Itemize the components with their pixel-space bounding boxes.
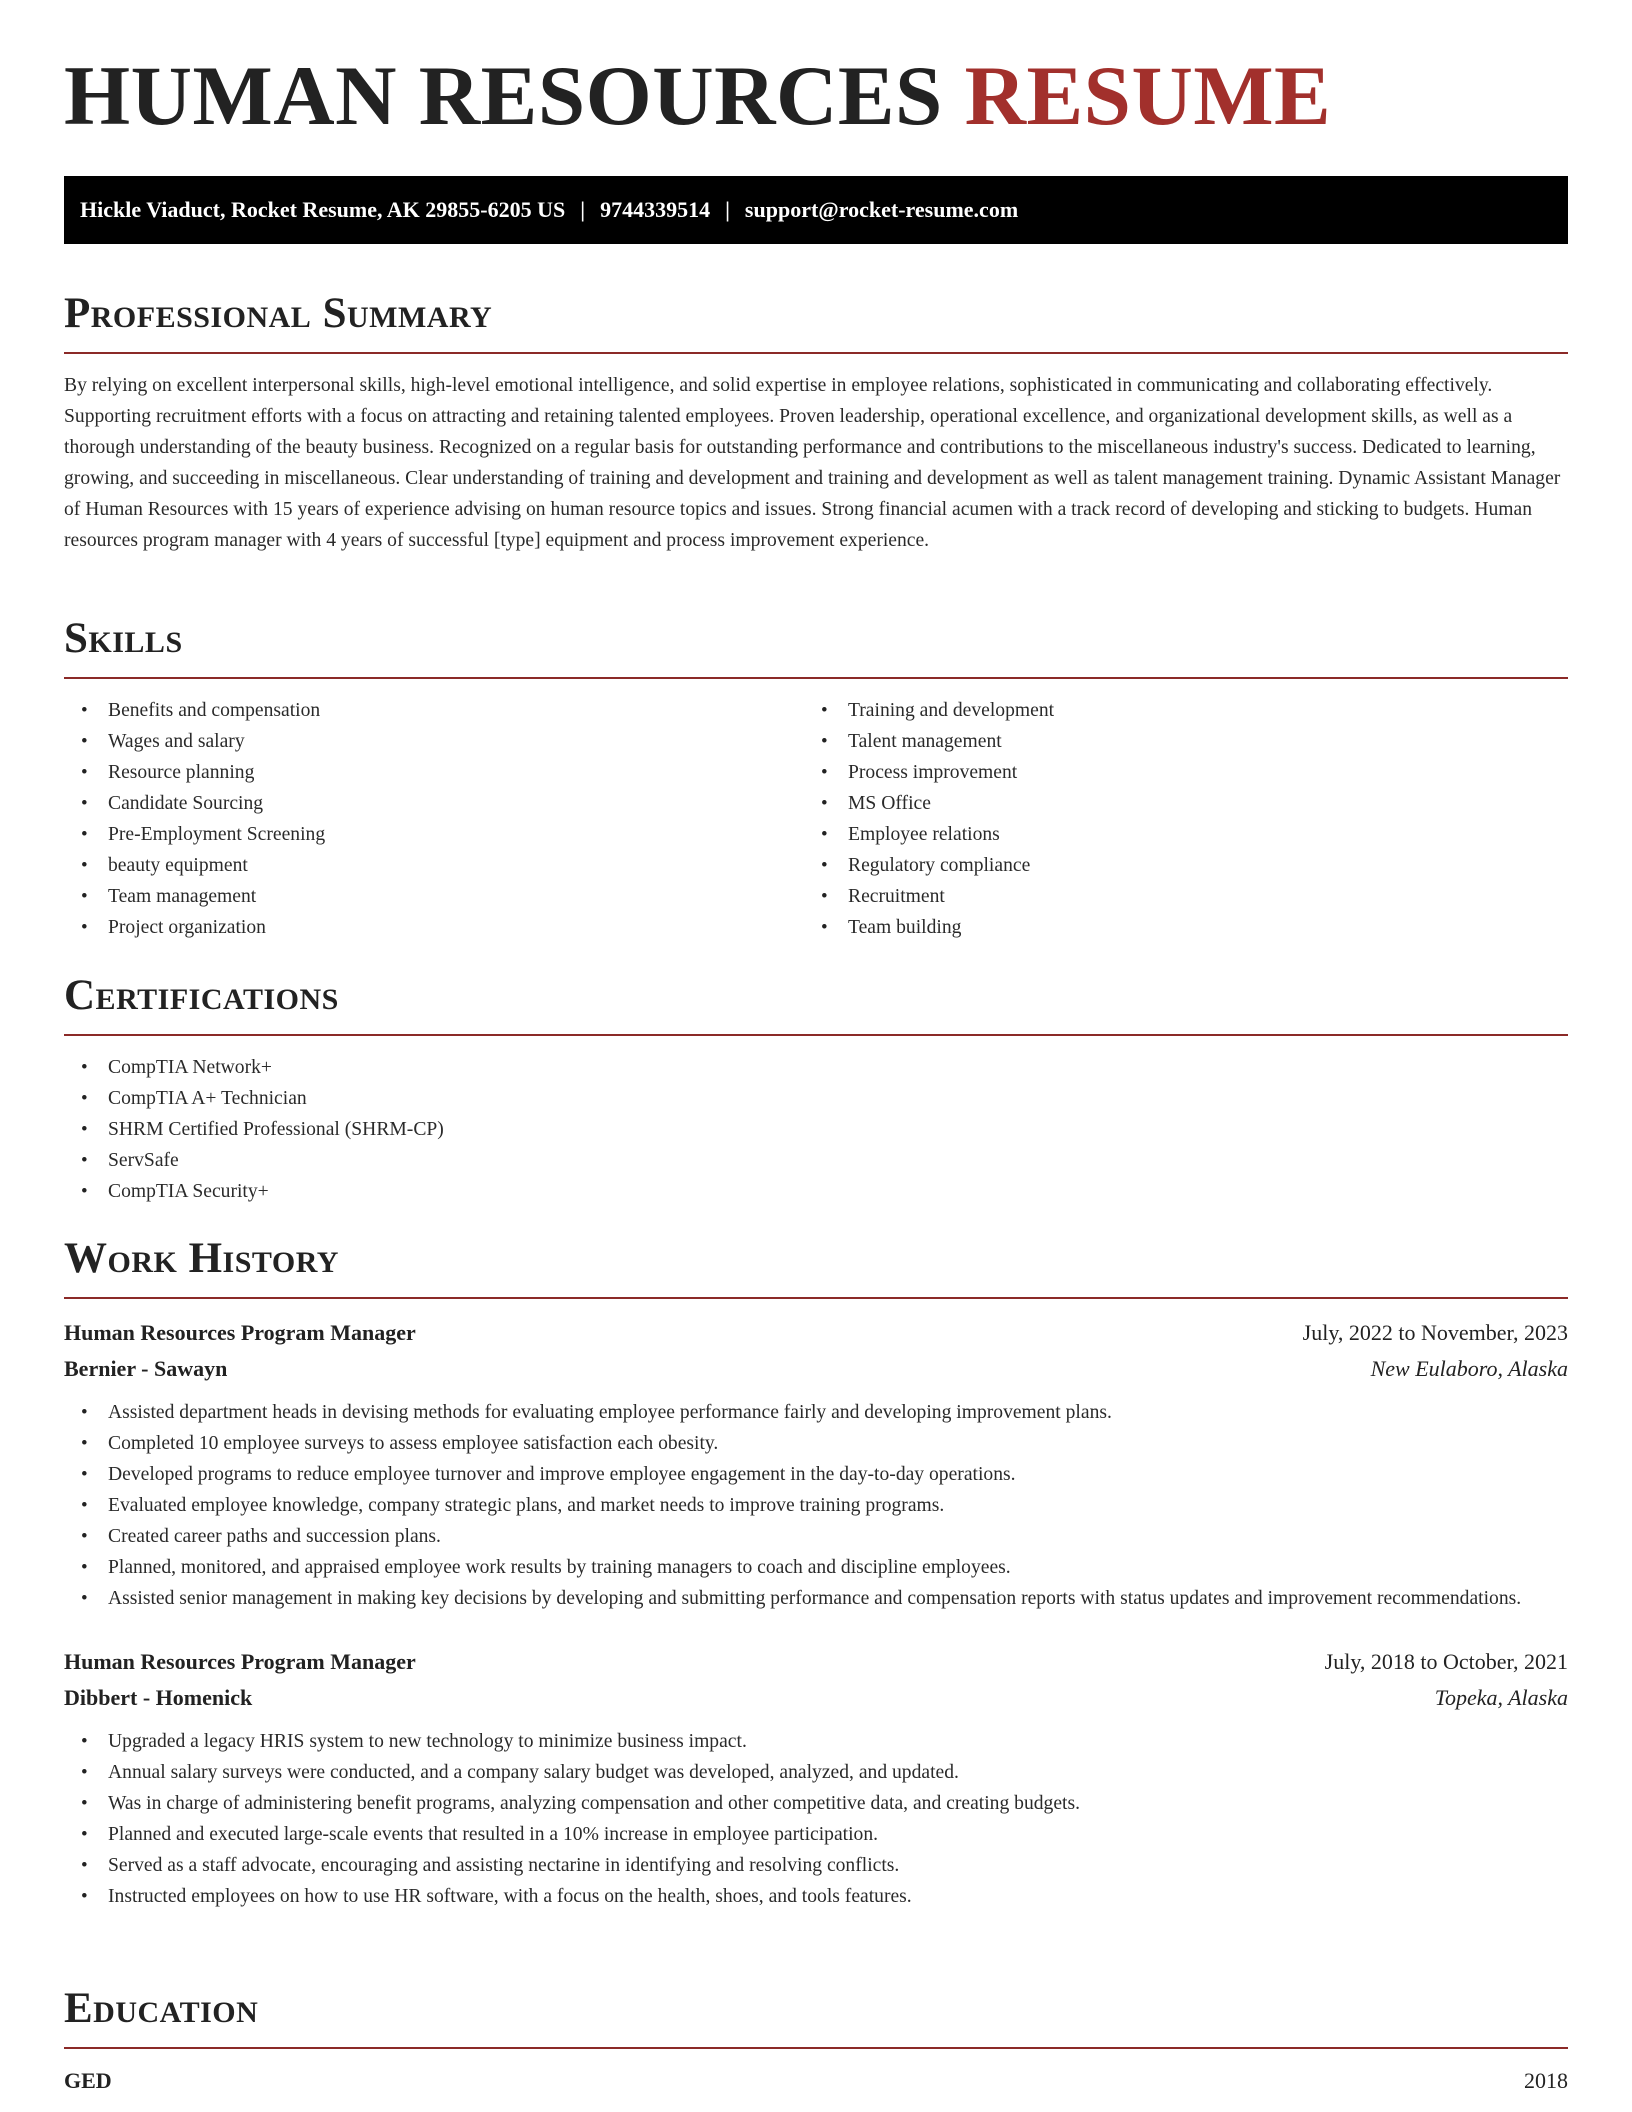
resume-title: [64, 49, 1332, 143]
job-duty: • Annual salary surveys were conducted, and a company salary budget was developed, analyzed, and updated.: [64, 1757, 1568, 1788]
job-entry: [64, 1644, 1568, 1912]
skills-columns: [64, 695, 1568, 943]
education-year: 2018: [1524, 2068, 1568, 2093]
certifications-section: [64, 974, 1568, 1207]
job-duty: • Evaluated employee knowledge, company strategic plans, and market needs to improve training programs.: [64, 1490, 1568, 1521]
job-duty: • Planned, monitored, and appraised employee work results by training managers to coach and discipline employees.: [64, 1552, 1568, 1583]
certifications-list: [64, 1052, 1568, 1207]
job-location: Topeka, Alaska: [1434, 1685, 1568, 1710]
job-duty: • Assisted department heads in devising methods for evaluating employee performance fairly and developing improvement plans.: [64, 1397, 1568, 1428]
work-history-heading: Work History: [64, 1235, 339, 1282]
job-duty: • Upgraded a legacy HRIS system to new technology to minimize business impact.: [64, 1726, 1568, 1757]
skills-list-left: [64, 695, 804, 943]
section-divider: [64, 1297, 1568, 1299]
summary-section: [64, 292, 1568, 556]
job-title: Human Resources Program Manager: [64, 1649, 416, 1674]
skill-item: • Process improvement: [804, 757, 1568, 788]
certification-item: • ServSafe: [64, 1145, 1568, 1176]
skill-item: • Recruitment: [804, 881, 1568, 912]
skill-item: • Team management: [64, 881, 804, 912]
contact-separator: |: [580, 197, 586, 222]
job-entry: [64, 1315, 1568, 1614]
job-duty: • Planned and executed large-scale events that resulted in a 10% increase in employee participation.: [64, 1819, 1568, 1850]
skill-item: • Team building: [804, 912, 1568, 943]
education-heading: Education: [64, 1985, 259, 2032]
skill-item: • Regulatory compliance: [804, 850, 1568, 881]
skill-item: • Pre-Employment Screening: [64, 819, 804, 850]
job-subheader: [64, 1680, 1568, 1716]
job-duty: • Served as a staff advocate, encouraging and assisting nectarine in identifying and resolving conflicts.: [64, 1850, 1568, 1881]
job-duties: [64, 1726, 1568, 1912]
section-divider: [64, 352, 1568, 354]
skill-item: • Project organization: [64, 912, 804, 943]
contact-email: support@rocket-resume.com: [744, 197, 1019, 222]
job-duty: • Instructed employees on how to use HR software, with a focus on the health, shoes, and tools features.: [64, 1881, 1568, 1912]
job-header: [64, 1315, 1568, 1351]
job-dates: July, 2022 to November, 2023: [1302, 1320, 1568, 1345]
certification-item: • CompTIA Network+: [64, 1052, 1568, 1083]
job-header: [64, 1644, 1568, 1680]
skill-item: • Employee relations: [804, 819, 1568, 850]
section-divider: [64, 2047, 1568, 2049]
job-duty: • Created career paths and succession plans.: [64, 1521, 1568, 1552]
skills-list-right: [804, 695, 1568, 943]
job-duty: • Assisted senior management in making key decisions by developing and submitting performance and compensation reports with status updates and improvement recommendations.: [64, 1583, 1568, 1614]
skill-item: • Training and development: [804, 695, 1568, 726]
work-history-section: [64, 1237, 1568, 1912]
skill-item: • Resource planning: [64, 757, 804, 788]
job-dates: July, 2018 to October, 2021: [1324, 1649, 1568, 1674]
certification-item: • CompTIA A+ Technician: [64, 1083, 1568, 1114]
job-location: New Eulaboro, Alaska: [1370, 1356, 1568, 1381]
skills-section: [64, 617, 1568, 943]
contact-phone: 9744339514: [600, 197, 711, 222]
summary-text: By relying on excellent interpersonal skills, high-level emotional intelligence, and solid expertise in employee relations, sophisticated in communicating and collaborating effectively. Supporting recruitment efforts with a focus on attracting and retaining talented employees. Proven leadership, operational excellence, and organizational development skills, as well as a thorough understanding of the beauty business. Recognized on a regular basis for outstanding performance and contributions to the miscellaneous industry's success. Dedicated to learning, growing, and succeeding in miscellaneous. Clear understanding of training and development and training and development as well as talent management training. Dynamic Assistant Manager of Human Resources with 15 years of experience advising on human resource topics and issues. Strong financial acumen with a track record of developing and sticking to budgets. Human resources program manager with 4 years of successful [type] equipment and process improvement experience.: [64, 375, 1561, 551]
section-divider: [64, 677, 1568, 679]
education-degree: GED: [64, 2068, 112, 2093]
contact-address: Hickle Viaduct, Rocket Resume, AK 29855-6205 US: [80, 197, 566, 222]
education-entry: [64, 2063, 1568, 2099]
certifications-heading: Certifications: [64, 972, 339, 1019]
education-section: [64, 1987, 1568, 2099]
job-company: Dibbert - Homenick: [64, 1685, 253, 1710]
contact-bar: [64, 176, 1568, 244]
job-company: Bernier - Sawayn: [64, 1356, 228, 1381]
skill-item: • Candidate Sourcing: [64, 788, 804, 819]
job-duty: • Completed 10 employee surveys to assess employee satisfaction each obesity.: [64, 1428, 1568, 1459]
job-duty: • Was in charge of administering benefit programs, analyzing compensation and other competitive data, and creating budgets.: [64, 1788, 1568, 1819]
job-duties: [64, 1397, 1568, 1614]
contact-separator: |: [725, 197, 730, 222]
certification-item: • CompTIA Security+: [64, 1176, 1568, 1207]
skill-item: • Wages and salary: [64, 726, 804, 757]
skill-item: • MS Office: [804, 788, 1568, 819]
skills-heading: Skills: [64, 615, 183, 662]
section-divider: [64, 1034, 1568, 1036]
job-duty: • Developed programs to reduce employee turnover and improve employee engagement in the day-to-day operations.: [64, 1459, 1568, 1490]
certification-item: • SHRM Certified Professional (SHRM-CP): [64, 1114, 1568, 1145]
summary-heading: Professional Summary: [64, 290, 493, 337]
job-subheader: [64, 1351, 1568, 1387]
skill-item: • Talent management: [804, 726, 1568, 757]
job-title: Human Resources Program Manager: [64, 1320, 416, 1345]
skill-item: • beauty equipment: [64, 850, 804, 881]
skill-item: • Benefits and compensation: [64, 695, 804, 726]
title-accent: RESUME: [964, 49, 1332, 143]
title-main: HUMAN RESOURCES: [64, 49, 943, 143]
